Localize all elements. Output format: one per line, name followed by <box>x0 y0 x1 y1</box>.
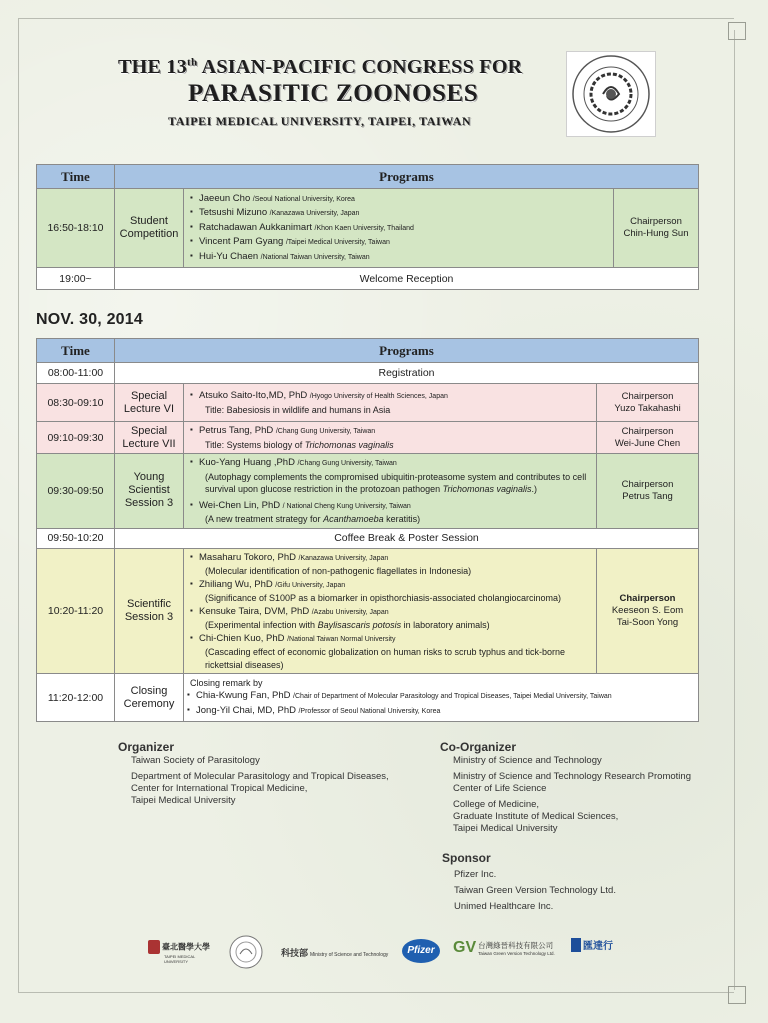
row-event: Welcome Reception <box>115 268 699 290</box>
sponsor-heading: Sponsor <box>442 851 491 865</box>
row-session: Special Lecture VII <box>115 422 184 454</box>
row-session: Scientific Session 3 <box>115 548 184 674</box>
speaker-item: ▪ Vincent Pam Gyang /Taipei Medical University, Taiwan <box>199 235 609 250</box>
row-chairperson: Chairperson Yuzo Takahashi <box>597 384 699 422</box>
organizer-item: Taiwan Society of Parasitology <box>131 755 260 766</box>
row-time: 09:30-09:50 <box>37 454 115 529</box>
row-chairperson: Chairperson Keeseon S. Eom Tai-Soon Yong <box>597 548 699 674</box>
row-event: Coffee Break & Poster Session <box>115 528 699 548</box>
row-program <box>184 422 597 454</box>
sponsor-item: Taiwan Green Version Technology Ltd. <box>454 885 616 896</box>
speaker-item: ▪ Jaeeun Cho /Seoul National University, Korea <box>199 192 609 207</box>
organizer-item: Taipei Medical University <box>131 795 236 806</box>
speaker-item: ▪ Chia-Kwung Fan, PhD /Chair of Department of Molecular Parasitology and Tropical Diseases, Taipei Medial University, Taiwan <box>196 689 694 704</box>
talk-title: (Cascading effect of economic globalization on human risks to scrub typhus and tick-borne rickettsial diseases) <box>205 647 566 670</box>
schedule-table-nov29 <box>36 164 699 290</box>
row-time: 08:30-09:10 <box>37 384 115 422</box>
row-time: 19:00~ <box>37 268 115 290</box>
schedule-table-nov30 <box>36 338 699 722</box>
speaker-item: ▪ Zhiliang Wu, PhD /Gifu University, Japan <box>199 578 592 593</box>
row-chairperson: Chairperson Wei-June Chen <box>597 422 699 454</box>
row-program <box>184 454 597 529</box>
row-program <box>184 384 597 422</box>
row-time: 09:50-10:20 <box>37 528 115 548</box>
talk-title: (Experimental infection with Baylisascaris potosis in laboratory animals) <box>205 620 490 630</box>
coorganizer-item: Center of Life Science <box>453 783 547 794</box>
tmu-logo: 臺北醫學大學 TAIPEI MEDICAL UNIVERSITY <box>148 940 216 964</box>
row-session: Closing Ceremony <box>115 674 184 722</box>
logo-strip <box>0 934 768 970</box>
table-row <box>37 189 699 268</box>
col-header-programs: Programs <box>115 339 699 363</box>
green-version-logo: GV 台灣綠晉科技有限公司 Taiwan Green Version Technology Ltd. <box>453 939 555 956</box>
sponsor-block <box>442 852 616 915</box>
col-header-time: Time <box>37 339 115 363</box>
coorganizer-block <box>440 741 691 835</box>
row-event: Registration <box>115 363 699 384</box>
row-time: 16:50-18:10 <box>37 189 115 268</box>
coorganizer-item: Ministry of Science and Technology Research Promoting <box>453 771 691 782</box>
frame-corner-ornament <box>728 986 746 1004</box>
organizer-block <box>118 741 389 807</box>
society-emblem-logo <box>228 934 264 970</box>
talk-title: (Autophagy complements the compromised ubiquitin-proteasome system and contributes to cell survival upon glucose restriction in the protozoan pathogen Trichomonas vaginalis.) <box>205 471 587 494</box>
row-time: 11:20-12:00 <box>37 674 115 722</box>
coorganizer-heading: Co-Organizer <box>440 740 517 754</box>
pfizer-logo: Pfizer <box>402 939 440 963</box>
table-row <box>37 384 699 422</box>
talk-title: (A new treatment strategy for Acanthamoeba keratitis) <box>205 514 421 524</box>
organizer-heading: Organizer <box>118 740 175 754</box>
frame-bottom-line <box>18 992 734 993</box>
row-session: Special Lecture VI <box>115 384 184 422</box>
day-heading: NOV. 30, 2014 <box>36 311 143 328</box>
gv-icon: GV <box>453 939 477 956</box>
table-row <box>37 454 699 529</box>
row-program <box>184 548 597 674</box>
sponsor-item: Pfizer Inc. <box>454 869 497 880</box>
table-row <box>37 548 699 674</box>
congress-title-line1: THE 13th ASIAN-PACIFIC CONGRESS FOR <box>118 56 523 78</box>
speaker-item: ▪ Kensuke Taira, DVM, PhD /Azabu University, Japan <box>199 605 592 620</box>
talk-title: (Molecular identification of non-pathogenic flagellates in Indonesia) <box>205 566 472 576</box>
frame-right-line <box>734 30 735 990</box>
col-header-programs: Programs <box>115 165 699 189</box>
speaker-item: ▪ Atsuko Saito-Ito,MD, PhD /Hyogo University of Health Sciences, Japan <box>199 389 592 404</box>
frame-top-line <box>18 18 734 19</box>
organizer-item: Department of Molecular Parasitology and Tropical Diseases, <box>131 771 389 782</box>
speaker-item: ▪ Ratchadawan Aukkanimart /Khon Kaen University, Thailand <box>199 221 609 236</box>
row-session: Young Scientist Session 3 <box>115 454 184 529</box>
row-time: 08:00-11:00 <box>37 363 115 384</box>
speaker-item: ▪ Chi-Chien Kuo, PhD /National Taiwan Normal University <box>199 632 592 647</box>
talk-title: Title: Systems biology of Trichomonas vaginalis <box>205 439 394 450</box>
row-chairperson: Chairperson Chin-Hung Sun <box>614 189 699 268</box>
row-program <box>184 674 699 722</box>
organizer-item: Center for International Tropical Medicine, <box>131 783 308 794</box>
talk-title: Title: Babesiosis in wildlife and humans in Asia <box>205 404 391 415</box>
speaker-item: ▪ Tetsushi Mizuno /Kanazawa University, Japan <box>199 206 609 221</box>
row-time: 10:20-11:20 <box>37 548 115 674</box>
frame-corner-ornament <box>728 22 746 40</box>
row-chairperson: Chairperson Petrus Tang <box>597 454 699 529</box>
unimed-icon <box>571 938 581 952</box>
congress-title-line2: PARASITIC ZOONOSES <box>188 80 479 107</box>
row-session: Student Competition <box>115 189 184 268</box>
coorganizer-item: Ministry of Science and Technology <box>453 755 602 766</box>
speaker-item: ▪ Hui-Yu Chaen /National Taiwan University, Taiwan <box>199 250 609 265</box>
unimed-logo: 匯達行 <box>571 937 621 952</box>
sponsor-item: Unimed Healthcare Inc. <box>454 901 554 912</box>
speaker-item: ▪ Jong-Yil Chai, MD, PhD /Professor of Seoul National University, Korea <box>196 704 694 719</box>
row-time: 09:10-09:30 <box>37 422 115 454</box>
most-logo: 科技部 Ministry of Science and Technology <box>281 948 389 958</box>
speaker-item: ▪ Wei-Chen Lin, PhD / National Cheng Kung University, Taiwan <box>199 499 592 514</box>
speaker-item: ▪ Masaharu Tokoro, PhD /Kanazawa University, Japan <box>199 551 592 566</box>
speaker-item: ▪ Petrus Tang, PhD /Chang Gung University, Taiwan <box>199 424 592 439</box>
table-row <box>37 268 699 290</box>
congress-venue: TAIPEI MEDICAL UNIVERSITY, TAIPEI, TAIWAN <box>168 114 472 128</box>
talk-title: (Significance of S100P as a biomarker in opisthorchiasis-associated cholangiocarcinoma) <box>205 593 562 603</box>
coorganizer-item: Taipei Medical University <box>453 823 558 834</box>
tmu-emblem-icon <box>148 940 160 954</box>
table-row <box>37 528 699 548</box>
coorganizer-item: College of Medicine, <box>453 799 540 810</box>
speaker-item: ▪ Kuo-Yang Huang ,PhD /Chang Gung University, Taiwan <box>199 456 592 471</box>
col-header-time: Time <box>37 165 115 189</box>
table-row <box>37 674 699 722</box>
row-program <box>184 189 614 268</box>
congress-seal-logo <box>566 51 656 137</box>
closing-remark-label: Closing remark by <box>190 677 263 688</box>
frame-left-line <box>18 18 19 993</box>
table-row <box>37 422 699 454</box>
table-row <box>37 363 699 384</box>
coorganizer-item: Graduate Institute of Medical Sciences, <box>453 811 619 822</box>
